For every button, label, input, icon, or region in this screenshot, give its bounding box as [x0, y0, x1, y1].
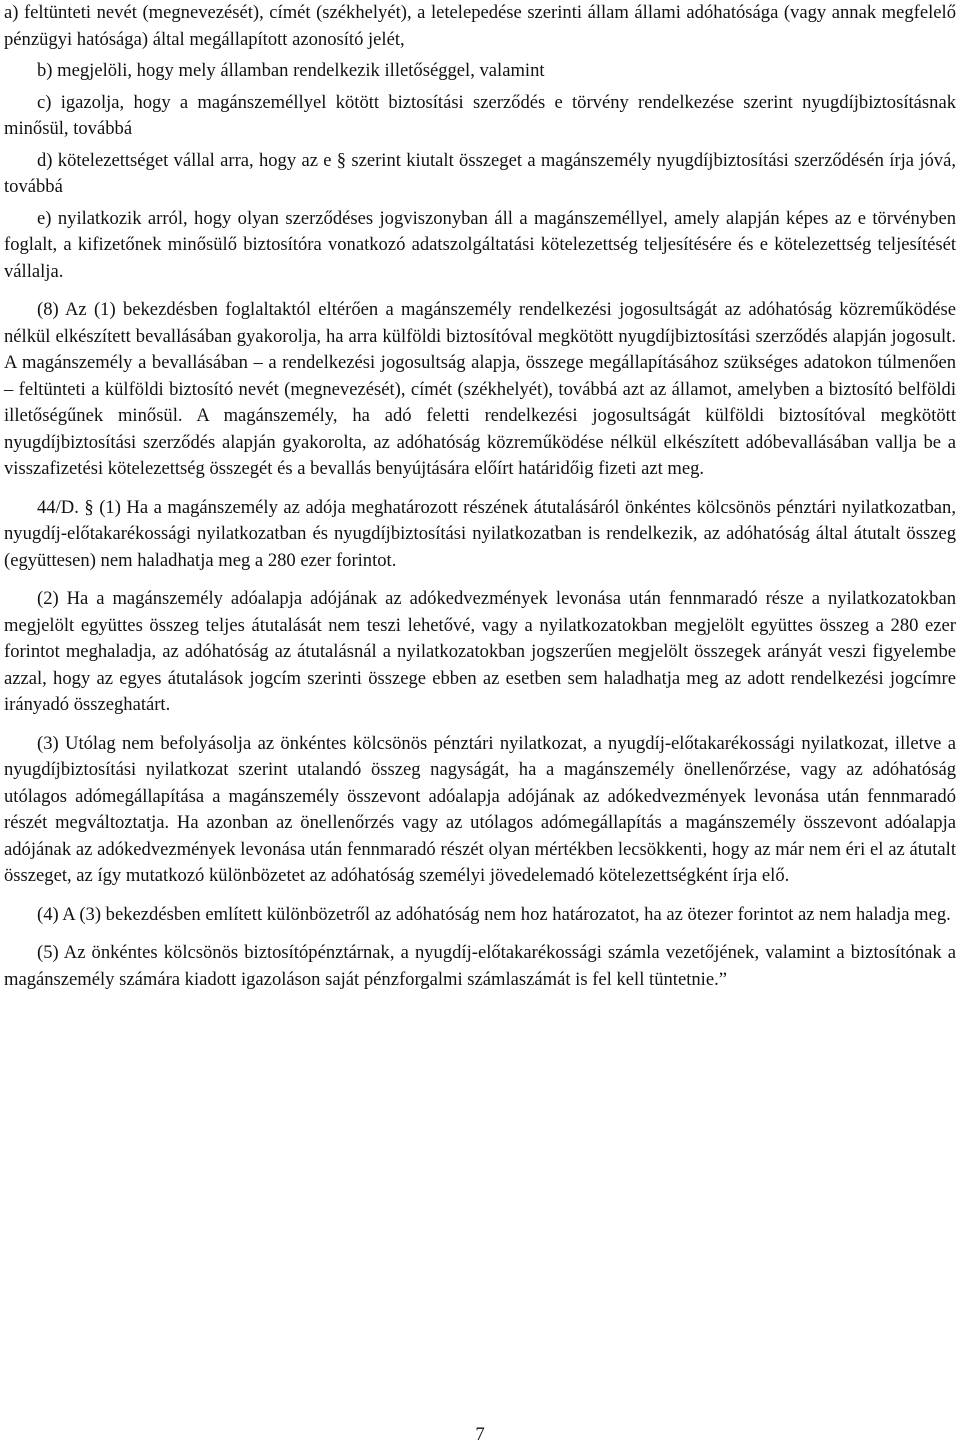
list-item-e: e) nyilatkozik arról, hogy olyan szerződéses jogviszonyban áll a magánszeméllyel, amely alapján képes az e törvényben foglalt, a kifizetőnek minősülő biztosítóra vonatkozó adatszolgáltatási kötelezettség teljesítésére és e kötelezettség teljesítését vállalja. [4, 207, 956, 282]
list-item-a: a) feltüntetі nevét (megnevezését), címét (székhelyét), a letelepedése szerinti állam állami adóhatósága (vagy annak megfelelő pénzügyi hatósága) által megállapított azonosító jelét, [4, 2, 956, 50]
list-item-c: c) igazolja, hogy a magánszeméllyel kötött biztosítási szerződés e törvény rendelkezése szerint nyugdíjbiztosításnak minősül, továbbá [4, 91, 956, 139]
section-44d-paragraph-1: 44/D. § (1) Ha a magánszemély az adója meghatározott részének átutalásáról önkéntes kölcsönös pénztári nyilatkozatban, nyugdíj-előtakarékossági nyilatkozatban és nyugdíjbiztosítási nyilatkozatban is rendelkezik, az adóhatóság által átutalt összeg (együttesen) nem haladhatja meg a 280 ezer forintot. [4, 496, 956, 571]
section-44d-paragraph-5: (5) Az önkéntes kölcsönös biztosítópénztárnak, a nyugdíj-előtakarékossági számla vezetőjének, valamint a biztosítónak a magánszemély számára kiadott igazoláson saját pénzforgalmi számlaszámát is fel kell tüntetnie.” [4, 942, 956, 990]
page-number: 7 [475, 1424, 485, 1445]
list-item-d: d) kötelezettséget vállal arra, hogy az e § szerint kiutalt összeget a magánszemély nyugdíjbiztosítási szerződésén írja jóvá, továbbá [4, 149, 956, 197]
list-item-b: b) megjelöli, hogy mely államban rendelkezik illetőséggel, valamint [37, 60, 545, 81]
document-page [4, 0, 956, 993]
section-44d-paragraph-4: (4) A (3) bekezdésben említett különbözetről az adóhatóság nem hoz határozatot, ha az ötezer forintot az nem haladja meg. [37, 903, 951, 925]
section-44d-paragraph-2: (2) Ha a magánszemély adóalapja adójának az adókedvezmények levonása után fennmaradó része a nyilatkozatokban megjelölt együttes összeg teljes átutalását nem teszi lehetővé, vagy a nyilatkozatokban megjelölt együttes összeg a 280 ezer forintot meghaladja, az adóhatóság az átutalásnál a nyilatkozatokban jogszerűen megjelölt összegek arányát veszi figyelembe azzal, hogy az egyes átutalások jogcím szerinti összege ebben az esetben sem haladhatja meg az adott rendelkezési jogcímre irányadó összeghatárt. [4, 588, 956, 715]
paragraph-8: (8) Az (1) bekezdésben foglaltaktól eltérően a magánszemély rendelkezési jogosultságát az adóhatóság közreműködése nélkül elkészített bevallásában gyakorolja, ha arra külföldi biztosítóval megkötött nyugdíjbiztosítási szerződés alapján jogosult. A magánszemély a bevallásában – a rendelkezési jogosultság alapja, összege megállapításához szükséges adatokon túlmenően – feltünteti a külföldi biztosító nevét (megnevezését), címét (székhelyét), továbbá azt az államot, amelyben a biztosító belföldi illetőségűnek minősül. A magánszemély, ha adó feletti rendelkezési jogosultságát külföldi biztosítóval megkötött nyugdíjbiztosítási szerződés alapján gyakorolta, az adóhatóság közreműködése nélkül elkészített adóbevallásában vallja be a visszafizetési kötelezettség összegét és a bevallás benyújtására előírt határidőig fizeti azt meg. [4, 299, 956, 479]
section-44d-paragraph-3: (3) Utólag nem befolyásolja az önkéntes kölcsönös pénztári nyilatkozat, a nyugdíj-előtakarékossági nyilatkozat, illetve a nyugdíjbiztosítási nyilatkozat szerint utalandó összeg nagyságát, ha a magánszemély önellenőrzése, vagy az adóhatóság utólagos adómegállapítása a magánszemély összevont adóalapja adójának az adókedvezmények levonása után fennmaradó részét megváltoztatja. Ha azonban az önellenőrzés vagy az utólagos adómegállapítás a magánszemély összevont adóalapja adójának az adókedvezmények levonása után fennmaradó részét olyan mértékben lecsökkenti, hogy az már nem éri el az átutalt összeget, az így mutatkozó különbözetet az adóhatóság személyi jövedelemadó kötelezettségként írja elő. [4, 732, 956, 886]
